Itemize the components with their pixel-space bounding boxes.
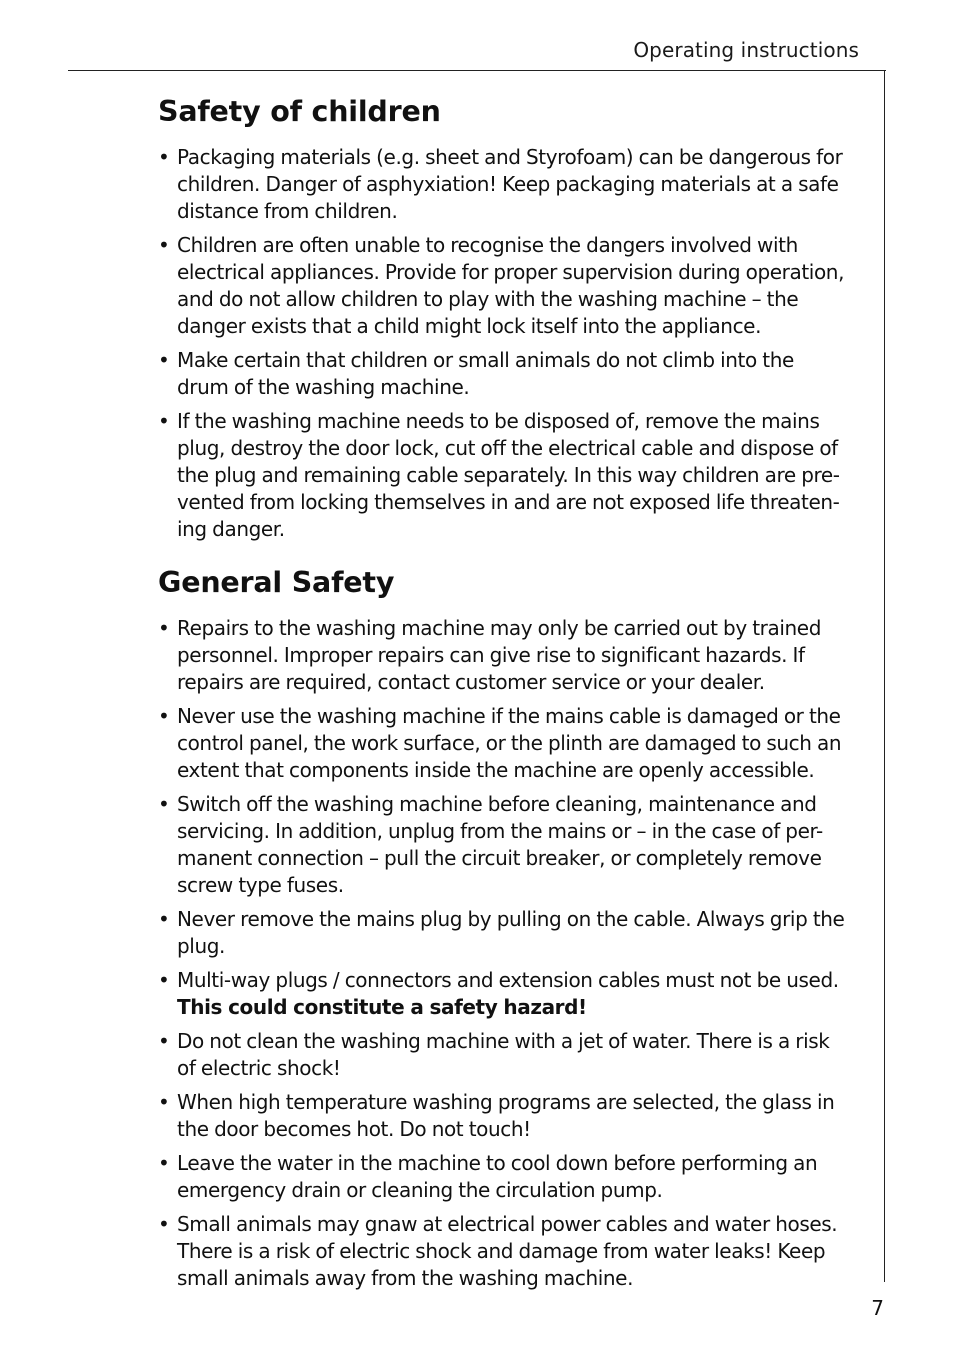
bullet-symbol: • [158,616,170,640]
page-content [158,94,870,1299]
bullet-text-line: manent connection – pull the circuit breaker, or completely remove [177,846,822,870]
bullet-text-line: danger exists that a child might lock itself into the appliance. [177,314,762,338]
bullet-text-line: Packaging materials (e.g. sheet and Styrofoam) can be dangerous for [177,145,843,169]
bullet-symbol: • [158,1212,170,1236]
bullet-symbol: • [158,1090,170,1114]
bullet-text-line: Children are often unable to recognise the dangers involved with [177,233,798,257]
bullet-item [158,906,870,960]
bullet-symbol: • [158,348,170,372]
bullet-text-line: emergency drain or cleaning the circulation pump. [177,1178,663,1202]
bullet-text-line: and do not allow children to play with the washing machine – the [177,287,799,311]
bullet-text-line: screw type fuses. [177,873,344,897]
section-general-safety [158,565,870,1292]
bullet-text-line: electrical appliances. Provide for proper supervision during operation, [177,260,845,284]
bullet-item [158,347,870,401]
bullet-text-line: drum of the washing machine. [177,375,470,399]
bullet-item [158,1211,870,1292]
bullet-symbol: • [158,1029,170,1053]
bullet-symbol: • [158,704,170,728]
bullet-text-line: Do not clean the washing machine with a jet of water. There is a risk [177,1029,830,1053]
bullet-item [158,791,870,899]
bullet-text-line: plug. [177,934,225,958]
bullet-text-line: the door becomes hot. Do not touch! [177,1117,531,1141]
bullet-text-line: children. Danger of asphyxiation! Keep packaging materials at a safe [177,172,839,196]
bullet-text-line: repairs are required, contact customer service or your dealer. [177,670,765,694]
bullet-item [158,144,870,225]
bullet-symbol: • [158,145,170,169]
bullet-text-line: If the washing machine needs to be disposed of, remove the mains [177,409,820,433]
bullet-text-line: the plug and remaining cable separately. In this way children are pre- [177,463,840,487]
bullet-text-line: small animals away from the washing machine. [177,1266,634,1290]
bullet-item [158,703,870,784]
section-heading: Safety of children [158,95,441,128]
page-number: 7 [871,1296,884,1320]
bullet-text-line: personnel. Improper repairs can give rise to significant hazards. If [177,643,805,667]
section-heading: General Safety [158,566,395,599]
bullet-text-line: Switch off the washing machine before cleaning, maintenance and [177,792,817,816]
bullet-symbol: • [158,1151,170,1175]
bullet-item [158,232,870,340]
bullet-text-line: Make certain that children or small animals do not climb into the [177,348,794,372]
bullet-list [158,615,870,1292]
bullet-text-line: distance from children. [177,199,398,223]
bullet-text-line: When high temperature washing programs are selected, the glass in [177,1090,835,1114]
bullet-text-line: servicing. In addition, unplug from the mains or – in the case of per- [177,819,823,843]
bullet-text-line: Never remove the mains plug by pulling on the cable. Always grip the [177,907,845,931]
bullet-text-line: ing danger. [177,517,285,541]
bullet-item [158,967,870,1021]
bullet-text-line: vented from locking themselves in and are not exposed life threaten- [177,490,840,514]
bullet-item [158,408,870,543]
bullet-symbol: • [158,409,170,433]
bullet-text-line: Repairs to the washing machine may only be carried out by trained [177,616,821,640]
bullet-item [158,615,870,696]
bullet-text-line: plug, destroy the door lock, cut off the electrical cable and dispose of [177,436,838,460]
bullet-symbol: • [158,792,170,816]
margin-rule [884,70,885,1282]
bullet-text-line: extent that components inside the machine are openly accessible. [177,758,815,782]
header-rule [68,70,886,71]
bullet-list [158,144,870,543]
bullet-text-line: There is a risk of electric shock and damage from water leaks! Keep [177,1239,826,1263]
bullet-text-line: Small animals may gnaw at electrical power cables and water hoses. [177,1212,838,1236]
bullet-text-line: of electric shock! [177,1056,341,1080]
bullet-warning-text: This could constitute a safety hazard! [177,995,587,1019]
bullet-item [158,1028,870,1082]
bullet-item [158,1089,870,1143]
bullet-item [158,1150,870,1204]
bullet-symbol: • [158,233,170,257]
bullet-text-line: control panel, the work surface, or the plinth are damaged to such an [177,731,842,755]
bullet-text-line: Multi-way plugs / connectors and extension cables must not be used. [177,968,839,992]
bullet-text-line: Leave the water in the machine to cool down before performing an [177,1151,818,1175]
bullet-symbol: • [158,907,170,931]
bullet-text-line: Never use the washing machine if the mains cable is damaged or the [177,704,841,728]
section-safety-of-children [158,94,870,543]
running-header: Operating instructions [633,38,859,62]
bullet-symbol: • [158,968,170,992]
